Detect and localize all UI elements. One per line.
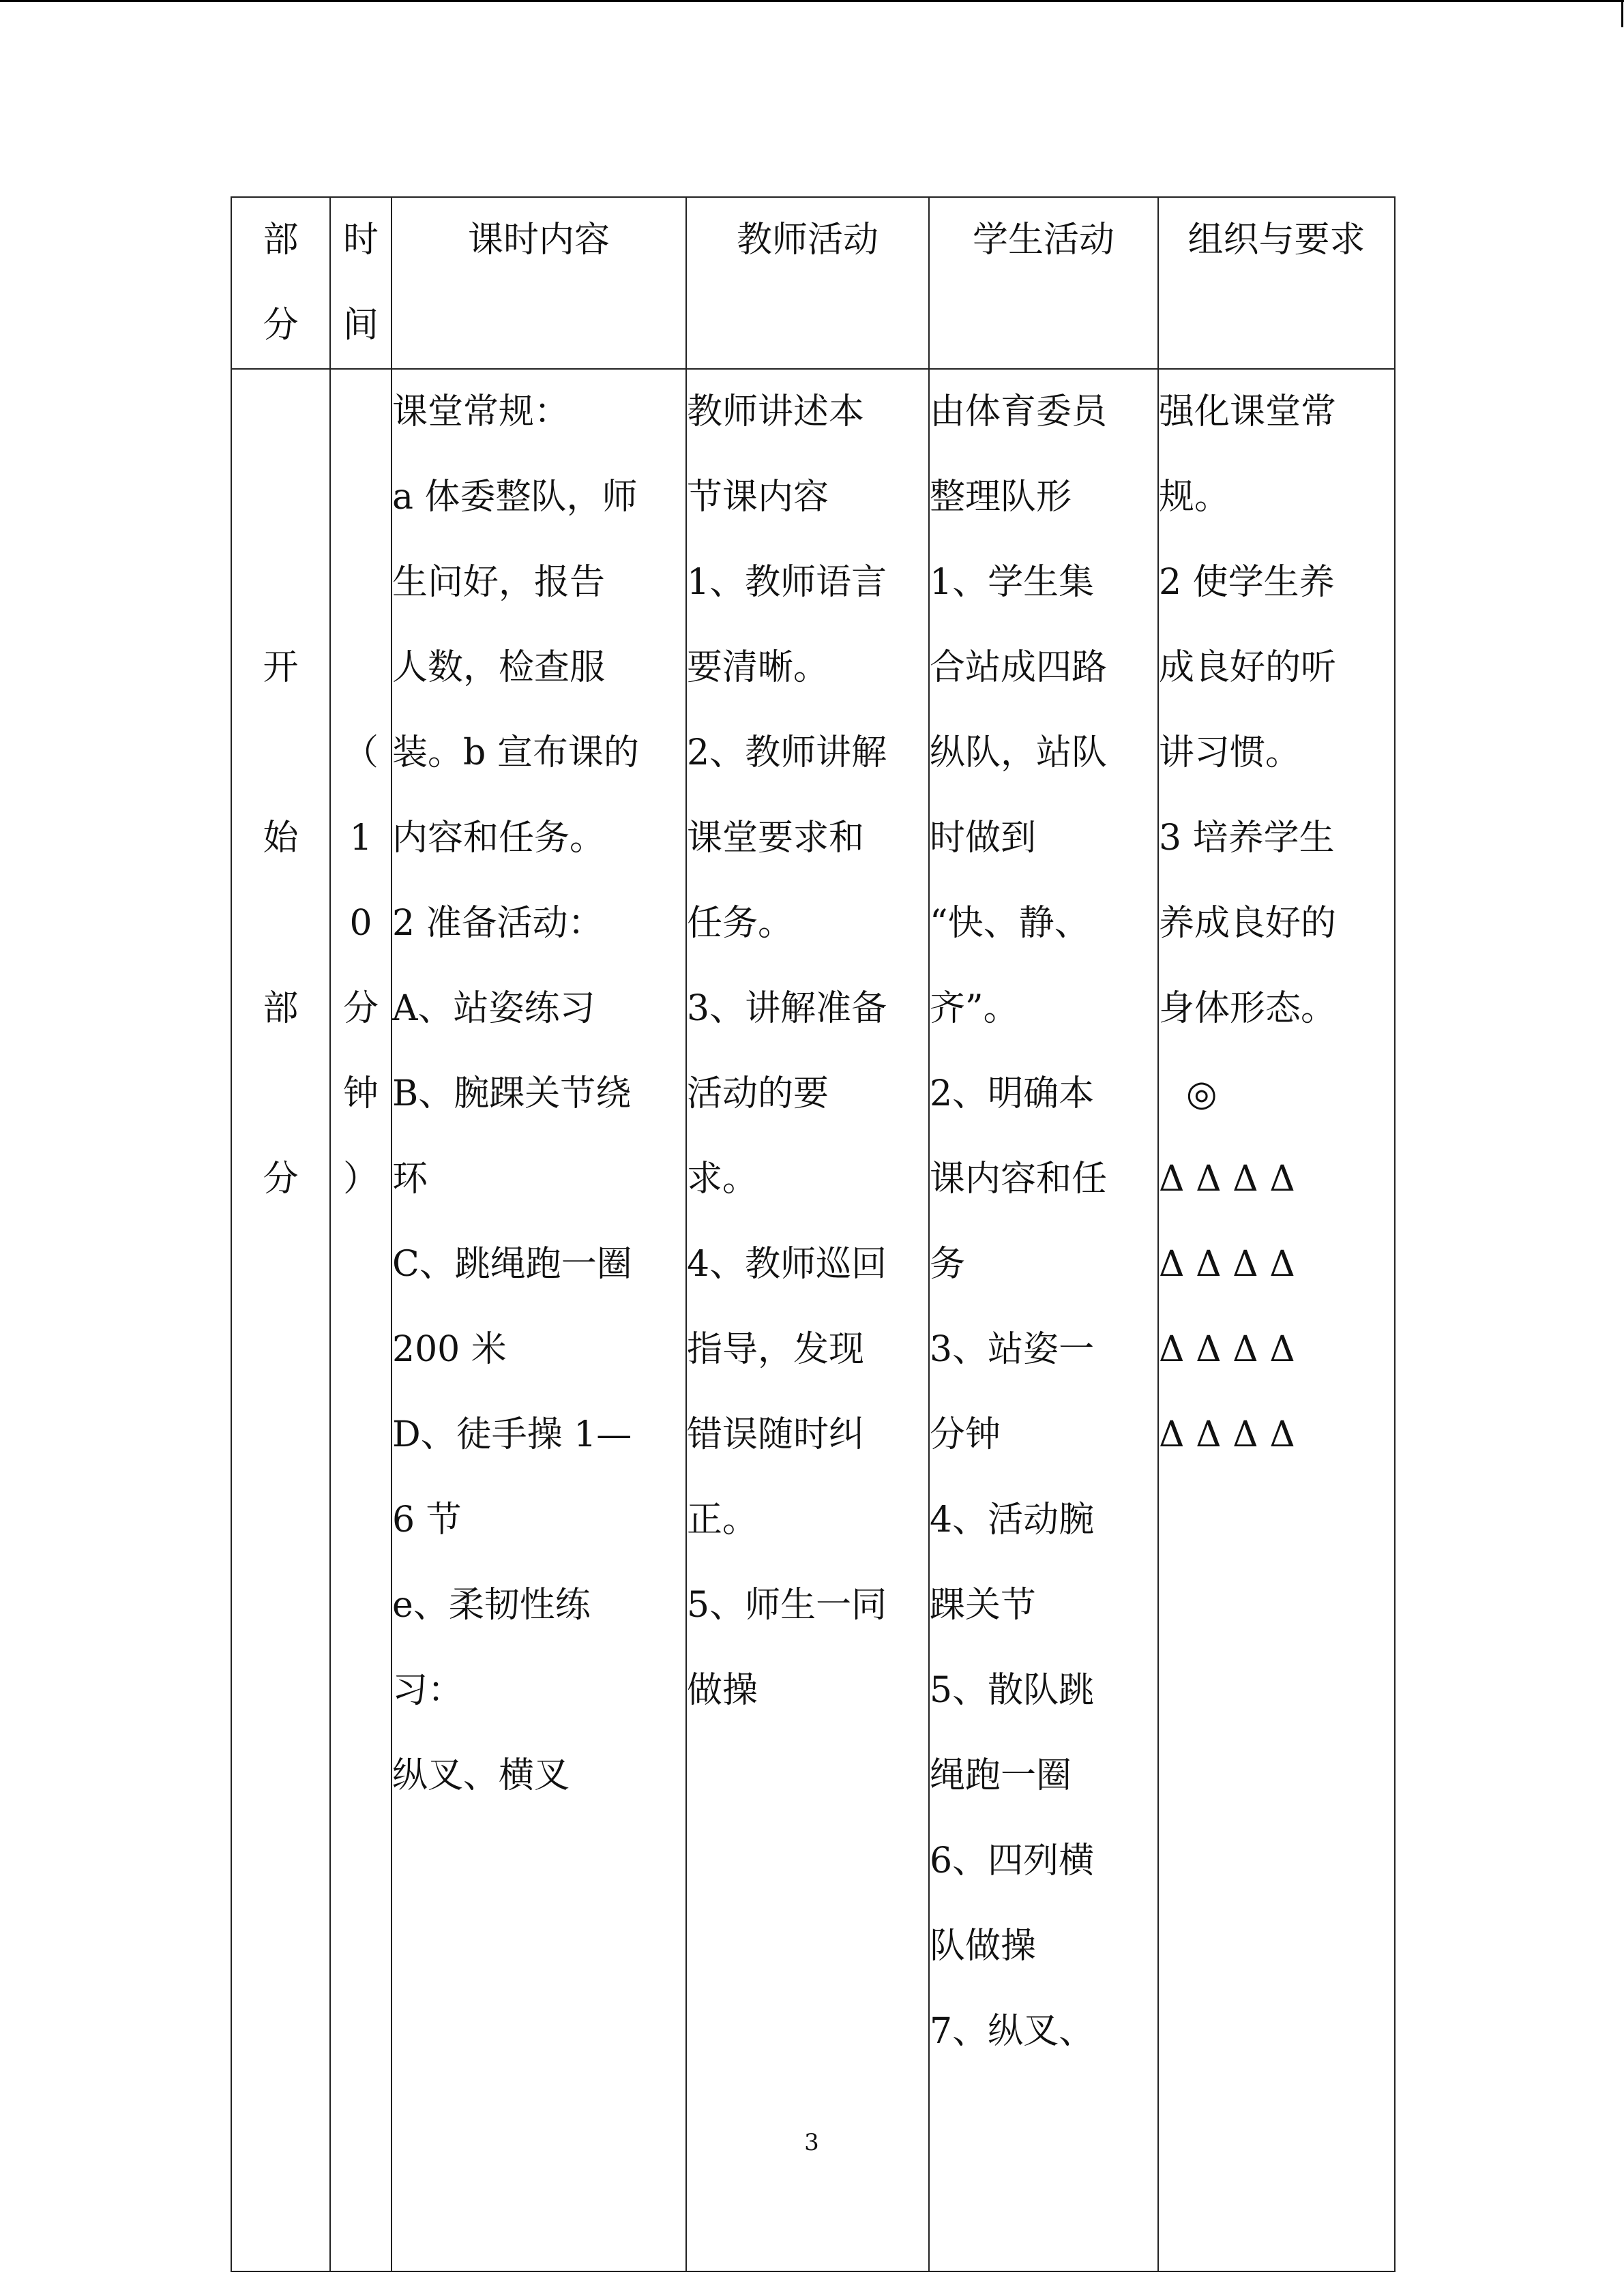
student-line: 时做到 — [930, 818, 1037, 859]
teacher-position-symbol: ◎ — [1186, 1073, 1217, 1114]
section-char: 始 — [263, 818, 299, 859]
student-line: 5、散队跳 — [930, 1670, 1095, 1711]
content-line: B、腕踝关节绕 — [392, 1073, 632, 1114]
student-line: 绳跑一圈 — [930, 1755, 1072, 1796]
content-line: 6 节 — [392, 1500, 462, 1540]
opening-section-row — [231, 369, 1395, 2271]
teacher-line: 任务。 — [687, 903, 794, 944]
teacher-line: 错误随时纠 — [687, 1414, 865, 1455]
content-line: A、站姿练习 — [392, 988, 595, 1029]
organization-cell — [1158, 369, 1395, 2271]
organization-line: 养成良好的 — [1159, 903, 1337, 944]
teacher-line: 求。 — [687, 1159, 758, 1199]
organization-line: 身体形态。 — [1159, 988, 1337, 1029]
teacher-line: 课堂要求和 — [687, 818, 865, 859]
table-header-row — [231, 197, 1395, 369]
content-line: 生问好，报告 — [392, 562, 606, 603]
time-char: 1 — [349, 818, 372, 859]
header-section-line-1: 部 — [263, 220, 299, 260]
section-char: 部 — [263, 988, 299, 1029]
content-line: 200 米 — [392, 1329, 507, 1370]
content-line: 装。b 宣布课的 — [392, 732, 639, 773]
teacher-line: 5、师生一同 — [687, 1585, 887, 1626]
student-line: 队做操 — [930, 1926, 1037, 1967]
top-border-line — [0, 0, 1624, 2]
teacher-line: 活动的要 — [687, 1073, 829, 1114]
header-content: 课时内容 — [392, 197, 686, 369]
student-line: 3、站姿一 — [930, 1329, 1095, 1370]
time-char: （ — [342, 732, 379, 773]
student-line: 踝关节 — [930, 1585, 1037, 1626]
teacher-line: 指导，发现 — [687, 1329, 865, 1370]
header-organization: 组织与要求 — [1158, 197, 1395, 369]
student-line: “快、静、 — [930, 903, 1090, 944]
student-line: 分钟 — [930, 1414, 1001, 1455]
teacher-line: 3、讲解准备 — [687, 988, 887, 1029]
student-line: 务 — [930, 1244, 966, 1285]
content-line: 人数，检查服 — [392, 647, 606, 688]
content-line: 2 准备活动： — [392, 903, 604, 944]
organization-line: 2 使学生养 — [1159, 562, 1335, 603]
time-char: 0 — [349, 903, 372, 944]
page-number: 3 — [804, 2129, 819, 2156]
header-section — [231, 197, 330, 369]
section-char: 分 — [263, 1159, 299, 1199]
teacher-line: 正。 — [687, 1500, 758, 1540]
student-line: 1、学生集 — [930, 562, 1095, 603]
student-line: 7、纵叉、 — [930, 2011, 1095, 2052]
student-line: 合站成四路 — [930, 647, 1108, 688]
content-line: D、徒手操 1— — [392, 1414, 632, 1455]
header-time-line-2: 间 — [342, 305, 379, 346]
formation-row: Δ Δ Δ Δ — [1159, 1159, 1295, 1199]
header-student-activity: 学生活动 — [929, 197, 1158, 369]
teacher-line: 4、教师巡回 — [687, 1244, 887, 1285]
content-line: a 体委整队，师 — [392, 477, 638, 518]
organization-line: 成良好的听 — [1159, 647, 1337, 688]
lesson-plan-table — [231, 196, 1396, 2272]
teacher-line: 要清晰。 — [687, 647, 829, 688]
teacher-line: 做操 — [687, 1670, 758, 1711]
teacher-line: 1、教师语言 — [687, 562, 887, 603]
organization-line: 强化课堂常 — [1159, 391, 1337, 432]
student-line: 课内容和任 — [930, 1159, 1108, 1199]
content-line: 习： — [392, 1670, 464, 1711]
teacher-line: 教师讲述本 — [687, 391, 865, 432]
student-line: 纵队，站队 — [930, 732, 1108, 773]
formation-row: Δ Δ Δ Δ — [1159, 1244, 1295, 1285]
teacher-activity-cell — [686, 369, 929, 2271]
student-line: 齐”。 — [930, 988, 1019, 1029]
header-section-line-2: 分 — [263, 305, 299, 346]
content-line: C、跳绳跑一圈 — [392, 1244, 632, 1285]
organization-line: 规。 — [1159, 477, 1230, 518]
student-line: 2、明确本 — [930, 1073, 1095, 1114]
time-char: 分 — [342, 988, 379, 1029]
teacher-line: 2、教师讲解 — [687, 732, 887, 773]
content-line: 环 — [392, 1159, 428, 1199]
time-char: ） — [342, 1159, 379, 1199]
content-cell — [392, 369, 686, 2271]
right-edge-line — [1621, 0, 1623, 27]
content-line: 纵叉、横叉 — [392, 1755, 570, 1796]
organization-line: 讲习惯。 — [1159, 732, 1301, 773]
student-line: 6、四列横 — [930, 1840, 1095, 1881]
content-line: 内容和任务。 — [392, 818, 606, 859]
header-teacher-activity: 教师活动 — [686, 197, 929, 369]
organization-line: 3 培养学生 — [1159, 818, 1335, 859]
student-line: 整理队形 — [930, 477, 1072, 518]
time-cell — [330, 369, 392, 2271]
header-time — [330, 197, 392, 369]
content-line: 课堂常规： — [392, 391, 570, 432]
section-cell — [231, 369, 330, 2271]
formation-row: Δ Δ Δ Δ — [1159, 1414, 1295, 1455]
formation-row: Δ Δ Δ Δ — [1159, 1329, 1295, 1370]
section-char: 开 — [263, 647, 299, 688]
teacher-line: 节课内容 — [687, 477, 829, 518]
content-line: e、柔韧性练 — [392, 1585, 591, 1626]
time-char: 钟 — [342, 1073, 379, 1114]
header-time-line-1: 时 — [342, 220, 379, 260]
student-activity-cell — [929, 369, 1158, 2271]
student-line: 4、活动腕 — [930, 1500, 1095, 1540]
student-line: 由体育委员 — [930, 391, 1108, 432]
